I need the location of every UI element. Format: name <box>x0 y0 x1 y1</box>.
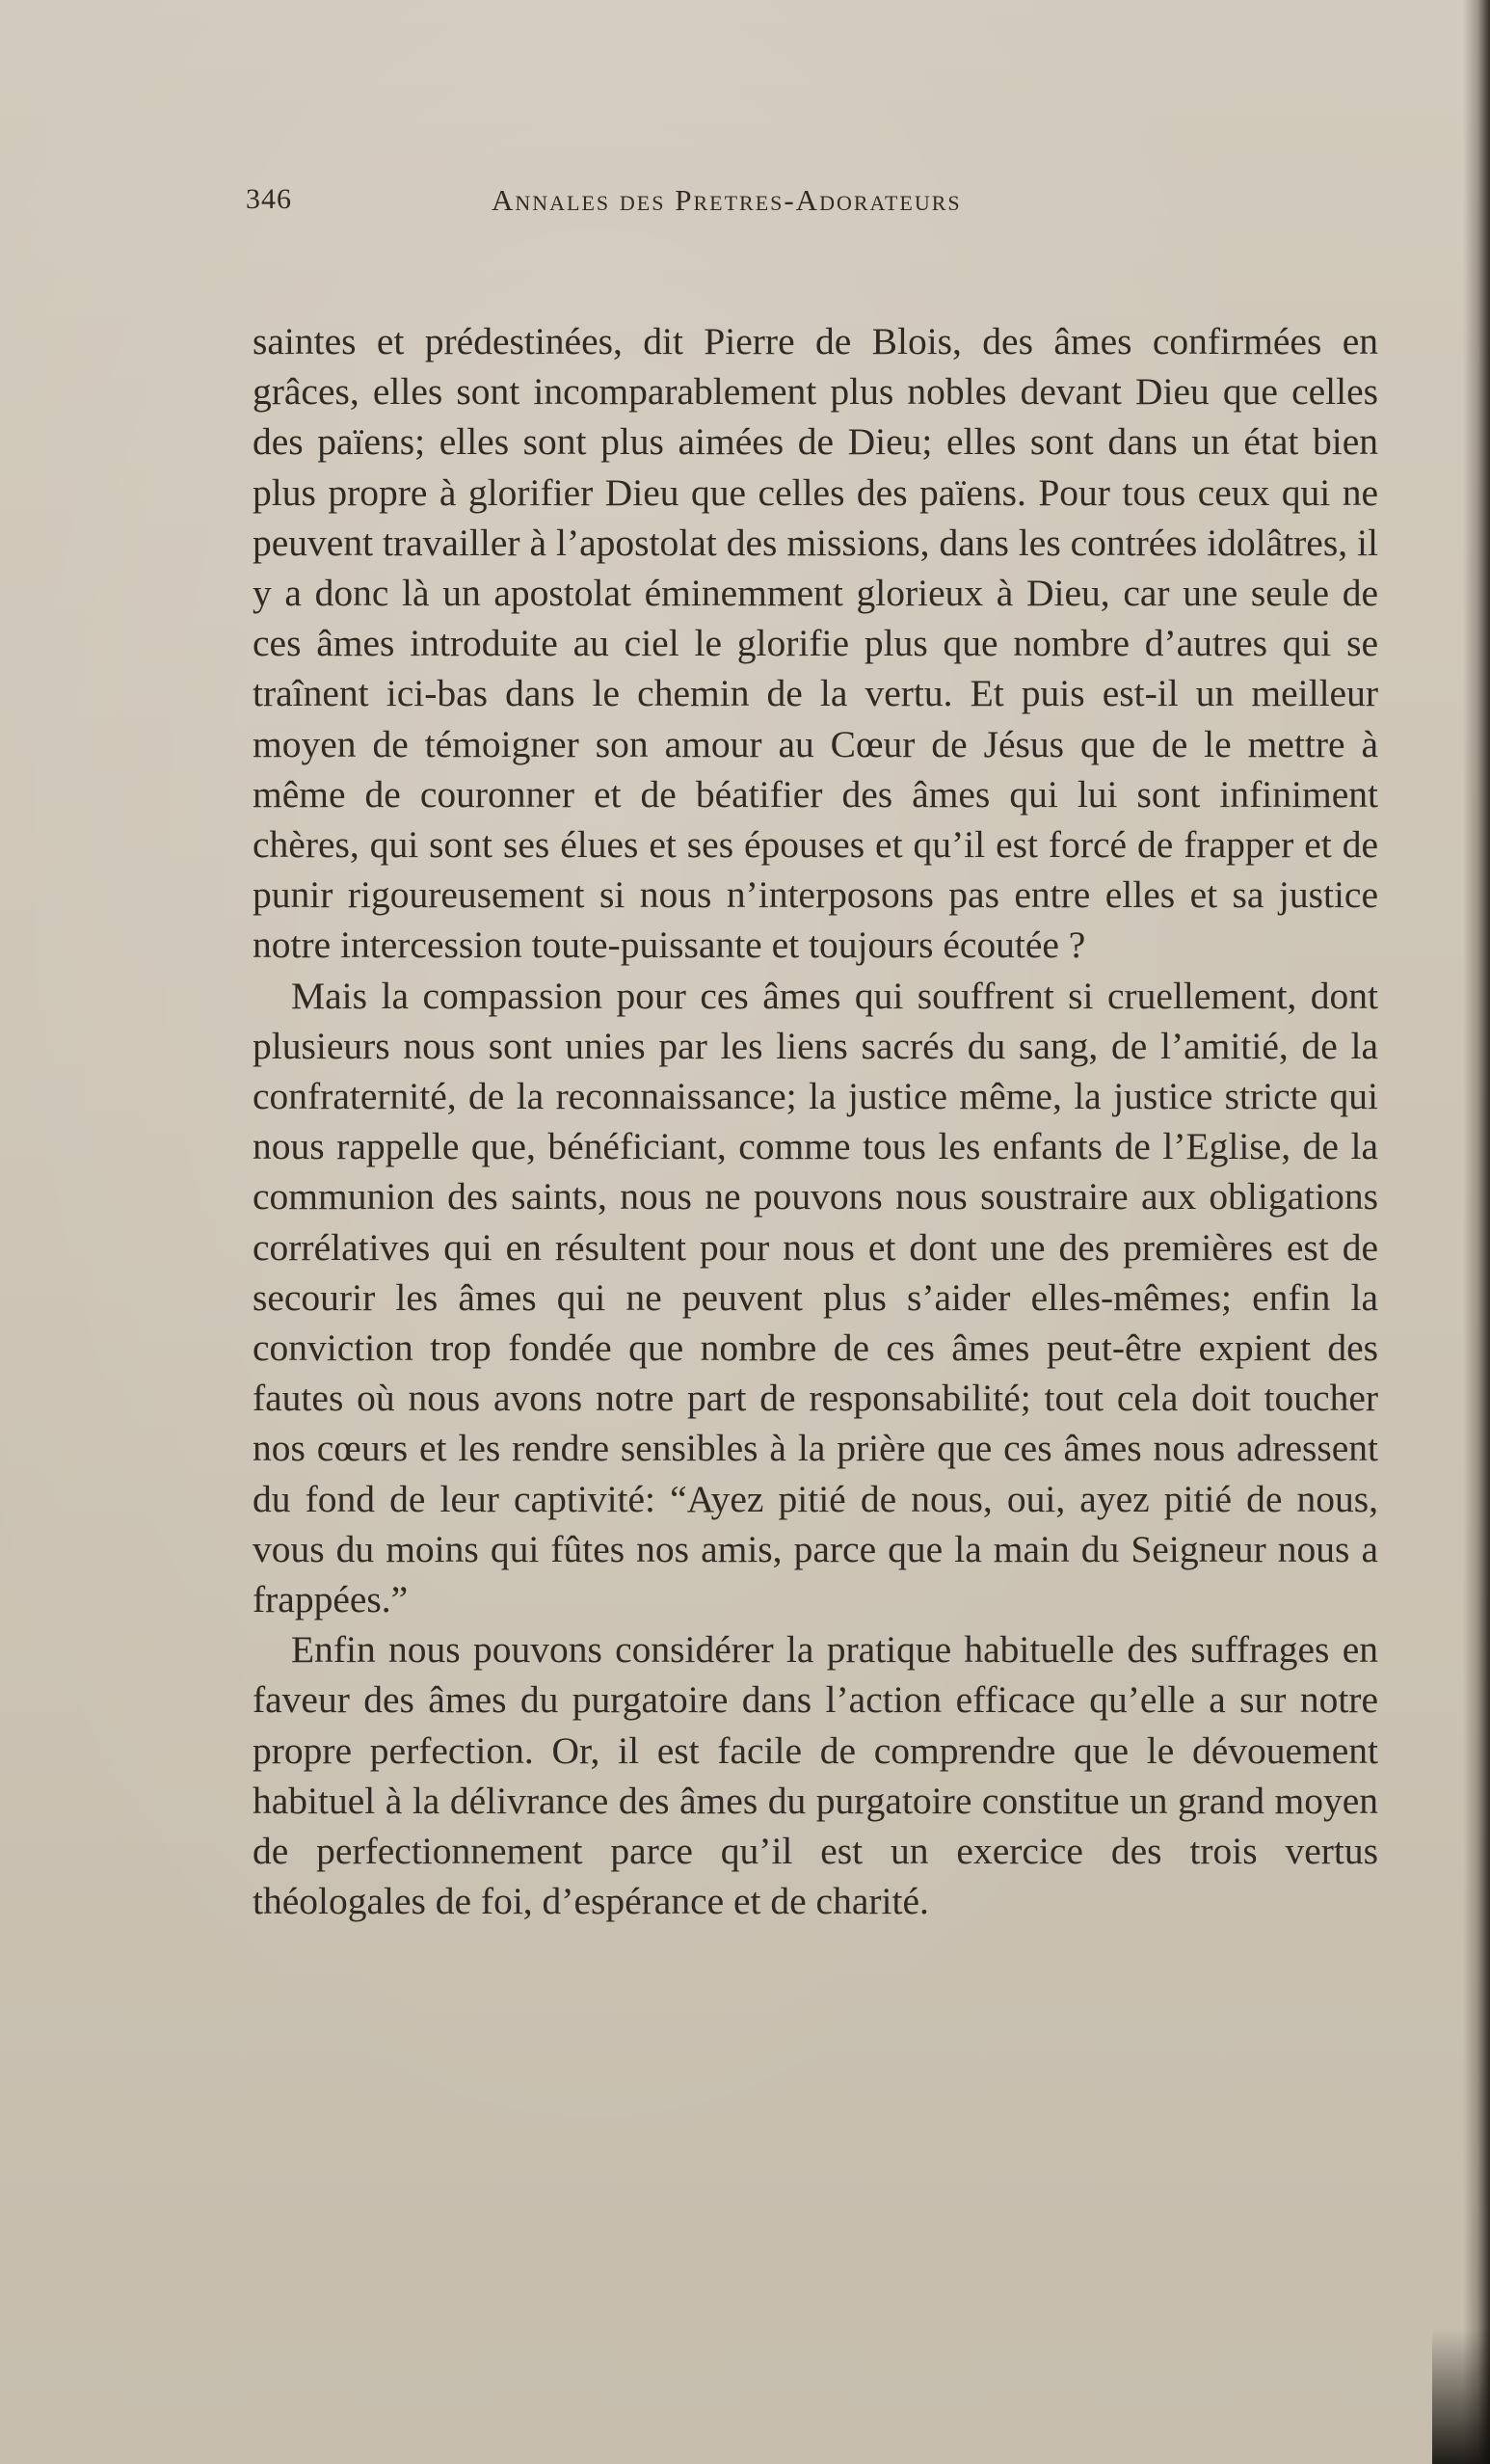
body-text <box>253 316 1378 1927</box>
page-corner-shadow <box>1432 2329 1490 2464</box>
running-head <box>246 183 1373 229</box>
paragraph: saintes et prédestinées, dit Pierre de Blois, des âmes confirmées en grâces, elles sont incomparablement plus nobles devant Dieu que celles des païens; elles sont plus aimées de Dieu; elles sont dans un état bien plus propre à glorifier Dieu que celles des païens. Pour tous ceux qui ne peuvent travailler à l’apostolat des missions, dans les contrées idolâtres, il y a donc là un apostolat éminemment glorieux à Dieu, car une seule de ces âmes introduite au ciel le glorifie plus que nombre d’autres qui se traînent ici-bas dans le chemin de la vertu. Et puis est-il un meilleur moyen de témoigner son amour au Cœur de Jésus que de le mettre à même de couronner et de béatifier des âmes qui lui sont infiniment chères, qui sont ses élues et ses épouses et qu’il est forcé de frapper et de punir rigoureusement si nous n’interposons pas entre elles et sa justice notre intercession toute-puissante et toujours écoutée ? <box>253 320 1378 967</box>
page-edge-shadow <box>1463 0 1490 2464</box>
paragraph: Mais la compassion pour ces âmes qui souffrent si cruellement, dont plusieurs nous sont unies par les liens sacrés du sang, de l’amitié, de la confraternité, de la reconnaissance; la justice même, la justice stricte qui nous rappelle que, bénéficiant, comme tous les enfants de l’Eglise, de la communion des saints, nous ne pouvons nous soustraire aux obligations corrélatives qui en résultent pour nous et dont une des premières est de secourir les âmes qui ne peuvent plus s’aider elles-mêmes; enfin la conviction trop fondée que nombre de ces âmes peut-être expient des fautes où nous avons notre part de responsabilité; tout cela doit toucher nos cœurs et les rendre sensibles à la prière que ces âmes nous adressent du fond de leur captivité: “Ayez pitié de nous, oui, ayez pitié de nous, vous du moins qui fûtes nos amis, parce que la main du Seigneur nous a frappées.” <box>253 974 1378 1621</box>
running-title: Annales des Pretres-Adorateurs <box>492 183 962 217</box>
page-number: 346 <box>246 183 292 215</box>
paragraph: Enfin nous pouvons considérer la pratique habituelle des suffrages en faveur des âmes du purgatoire dans l’action efficace qu’elle a sur notre propre perfection. Or, il est facile de comprendre que le dévouement habituel à la délivrance des âmes du purgatoire constitue un grand moyen de perfectionnement parce qu’il est un exercice des trois vertus théologales de foi, d’espérance et de charité. <box>253 1628 1378 1923</box>
